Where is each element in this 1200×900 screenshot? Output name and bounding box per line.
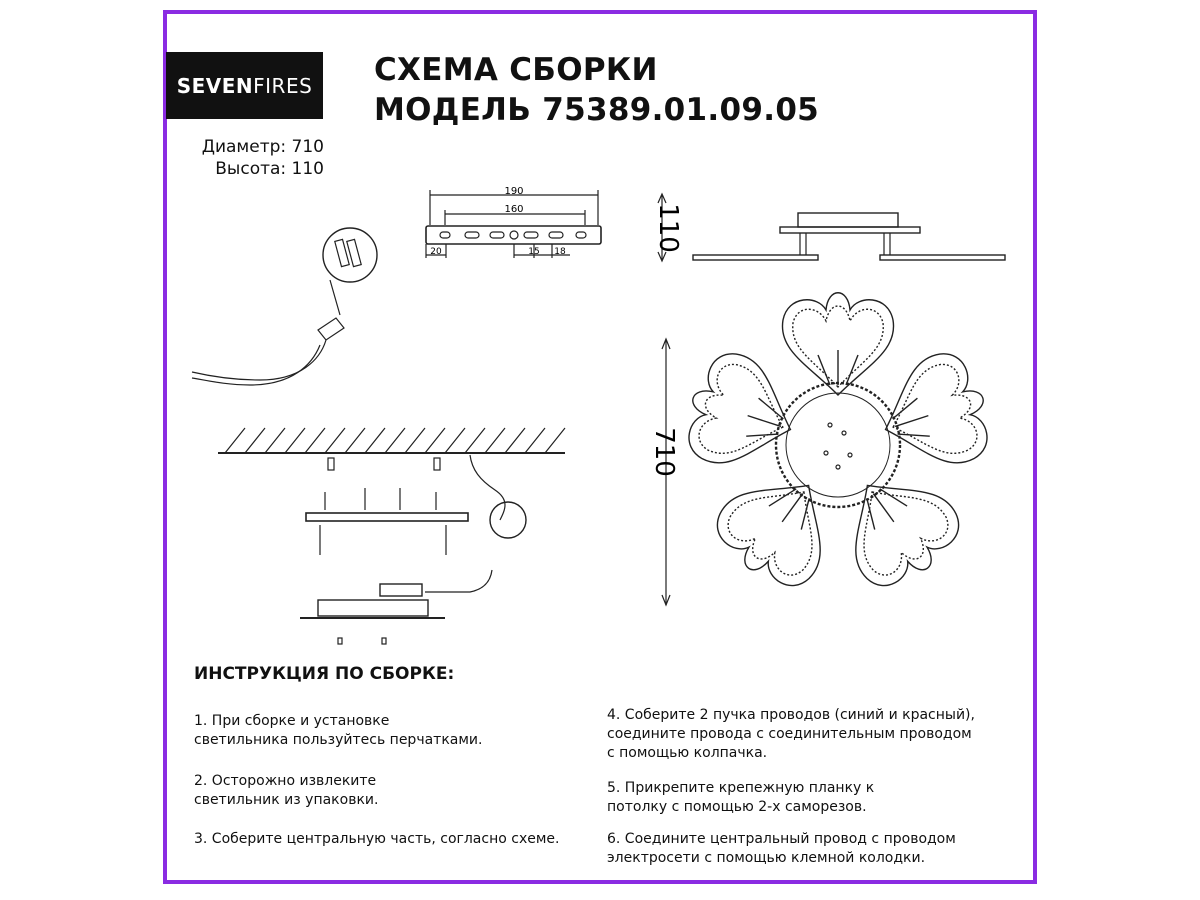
- mounting-bracket-diagram: [426, 190, 601, 258]
- instruction-step-1: 1. При сборке и установке светильника пользуйтесь перчатками.: [194, 713, 483, 748]
- side-view-diagram: [658, 194, 1005, 261]
- dim-20: 20: [430, 247, 442, 257]
- instruction-step-2: 2. Осторожно извлеките светильник из упаковки.: [194, 773, 379, 808]
- wire-connector-detail: [192, 228, 377, 385]
- ceiling-installation-diagram: [218, 428, 565, 644]
- top-view-diameter-label: 710: [649, 427, 679, 477]
- instruction-step-4: 4. Соберите 2 пучка проводов (синий и красный), соедините провода с соединительным проводом с помощью колпачка.: [607, 707, 975, 761]
- dim-15: 15: [528, 247, 540, 257]
- spec-diameter: Диаметр: 710: [201, 137, 324, 157]
- flower-top-view-diagram: [662, 293, 1000, 605]
- dim-18: 18: [554, 247, 566, 257]
- spec-height: Высота: 110: [215, 159, 324, 179]
- instruction-step-5: 5. Прикрепите крепежную планку к потолку с помощью 2-х саморезов.: [607, 780, 875, 815]
- title-line-2: МОДЕЛЬ 75389.01.09.05: [374, 92, 820, 128]
- brand-logo: SEVEN FIRES: [166, 52, 323, 119]
- title-line-1: СХЕМА СБОРКИ: [374, 52, 658, 88]
- instructions-heading: ИНСТРУКЦИЯ ПО СБОРКЕ:: [194, 664, 455, 684]
- side-view-height-label: 110: [653, 203, 683, 253]
- instruction-step-3: 3. Соберите центральную часть, согласно схеме.: [194, 831, 560, 847]
- dim-160: 160: [504, 204, 524, 215]
- instruction-step-6: 6. Соедините центральный провод с проводом электросети с помощью клемной колодки.: [607, 831, 956, 866]
- dim-190: 190: [504, 186, 524, 197]
